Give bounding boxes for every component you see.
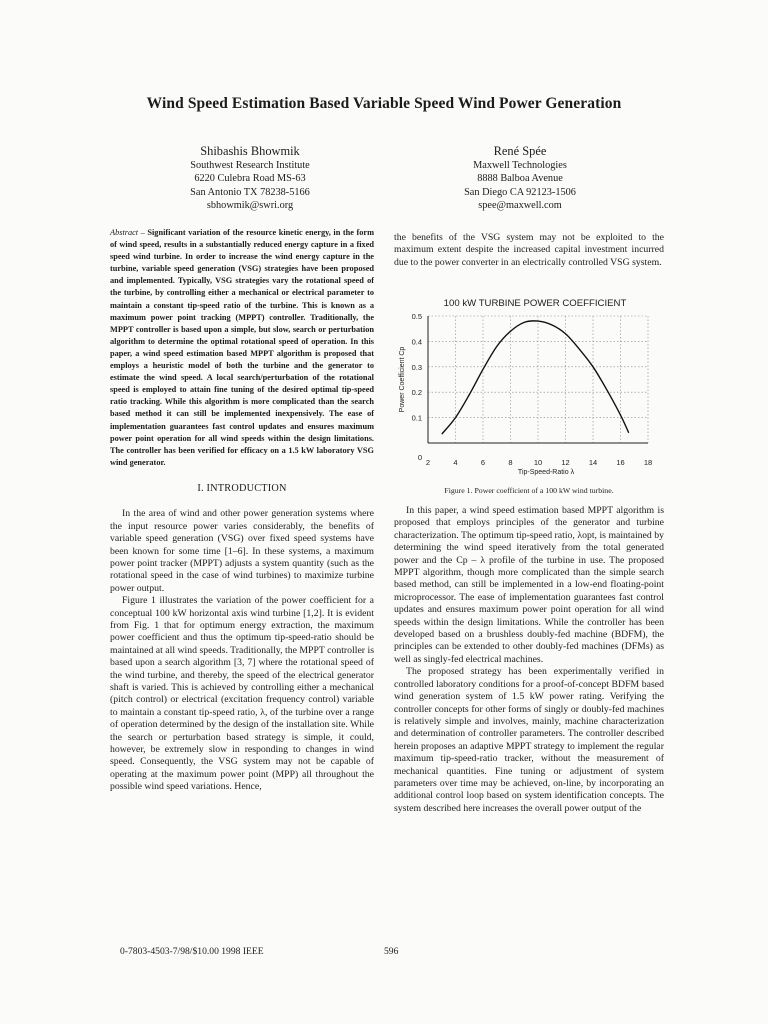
author-address: 6220 Culebra Road MS-63 (194, 173, 306, 185)
x-tick-label: 8 (508, 458, 513, 467)
paper-title: Wind Speed Estimation Based Variable Speed Wind Power Generation (146, 95, 622, 112)
right-column-bottom (394, 505, 664, 815)
chart-title: 100 kW TURBINE POWER COEFFICIENT (443, 298, 627, 309)
power-coefficient-curve (442, 321, 629, 434)
x-tick-label: 18 (643, 458, 653, 467)
x-axis-label: Tip-Speed-Ratio λ (517, 469, 575, 476)
y-tick-label: 0 (417, 453, 422, 462)
right-column-top (394, 232, 664, 269)
author-email: sbhowmik@swri.org (206, 200, 294, 212)
y-axis-label: Power Coefficient Cp (399, 346, 406, 413)
author-address: San Antonio TX 78238-5166 (190, 186, 310, 198)
x-tick-label: 16 (616, 458, 625, 467)
paragraph: the benefits of the VSG system may not be exploited to the maximum extent despite the increased capital investment incurred due to the power converter in an electrically controlled VSG system. (394, 232, 664, 268)
author-affiliation: Maxwell Technologies (473, 160, 567, 171)
x-tick-label: 6 (480, 458, 486, 467)
y-tick-label: 0.1 (411, 413, 422, 423)
author-name: Shibashis Bhowmik (200, 144, 300, 158)
author-block (400, 143, 640, 213)
abstract-text: Significant variation of the resource kinetic energy, in the form of wind speed, results in a substantially reduced energy capture in a fixed speed wind turbine. In order to increase the wind energy capture in the turbine, variable speed generation (VSG) strategies have been proposed and implemented. Typically, VSG strategies vary the rotational speed of the turbine, by controlling either a mechanical or electrical parameter to maintain a constant tip-speed ratio of the turbine. This is known as a maximum power point tracking (MPPT) controller. Traditionally, the MPPT controller is based upon a simple, but slow, search or perturbation algorithm to determine the optimal rotational speed of operation. In this paper, a wind speed estimation based MPPT algorithm is proposed that employs a heuristic model of both the turbine and the generator to estimate the wind speed. A local search/perturbation of the rotational speed is employed to attain fine tuning of the desired optimal tip-speed ratio tracking. While this algorithm is more complicated than the search based method it can still be implemented inexpensively. The ease of implementation guarantees fast control updates and ensures maximum power point operation for all wind speeds within the design limitations. The controller has been verified for efficacy on a 1.5 kW laboratory VSG wind generator. (110, 228, 375, 467)
x-tick-label: 10 (533, 458, 543, 467)
x-tick-label: 2 (425, 458, 431, 467)
y-tick-label: 0.3 (411, 362, 422, 372)
y-tick-label: 0.4 (411, 337, 422, 347)
author-name: René Spée (493, 144, 547, 158)
figure-caption: Figure 1. Power coefficient of a 100 kW wind turbine. (444, 486, 614, 495)
author-block (130, 143, 370, 213)
x-tick-label: 12 (561, 458, 570, 467)
y-tick-label: 0.2 (411, 388, 422, 398)
section-heading: I. INTRODUCTION (197, 482, 287, 494)
x-tick-label: 4 (453, 458, 458, 467)
paragraph: The proposed strategy has been experimentally verified in controlled laboratory conditions for a proof-of-concept BDFM based wind generation system of 1.5 kW power rating. Verifying the controller concepts for other forms of singly or doubly-fed machines is relatively simple and involves, mainly, machine characterization and determination of controller parameters. The controller described herein proposes an adaptive MPPT strategy to implement the regular maximum tip-speed-ratio tracker, without the measurement of mechanical quantities. Fine tuning or adjustment of system parameters over time may be achieved, on-line, by incorporating an additional control loop based on system identification concepts. The system described here increases the overall power output of the (394, 666, 664, 814)
footer-copyright: 0-7803-4503-7/98/$10.00 1998 IEEE (120, 946, 264, 957)
power-coefficient-chart (390, 308, 670, 484)
left-column (110, 227, 374, 794)
paragraph: In the area of wind and other power generation systems where the input resource power varies considerably, the benefits of variable speed generation (VSG) over fixed speed systems have been known for some time [1–6]. In these systems, a maximum power point tracker (MPPT) adjusts a system quantity (such as the rotational speed in the case of wind turbines) to maximize turbine power output. (110, 508, 374, 594)
abstract (110, 227, 374, 469)
author-affiliation: Southwest Research Institute (190, 160, 310, 171)
author-address: San Diego CA 92123-1506 (464, 186, 576, 198)
author-email: spee@maxwell.com (478, 200, 562, 212)
paragraph: Figure 1 illustrates the variation of the power coefficient for a conceptual 100 kW horizontal axis wind turbine [1,2]. It is evident from Fig. 1 that for optimum energy extraction, the maximum power coefficient and thus the optimum tip-speed-ratio should be maintained at all wind speeds. Traditionally, the MPPT controller is based upon a search algorithm [3, 7] where the rotational speed of the wind turbine, and thereby, the speed of the electrical generator shaft is varied. This is achieved by controlling either a mechanical (pitch control) or electrical (excitation frequency control) variable to maintain a constant tip-speed ratio, λ, of the turbine over a range of operation determined by the design of the installation site. While the search or perturbation based strategy is simple, it could, however, be extremely slow in responding to changes in wind speed. Consequently, the VSG system may not be capable of operating at the maximum power point (MPP) all throughout the possible wind speed variations. Hence, (110, 595, 374, 793)
paragraph: In this paper, a wind speed estimation based MPPT algorithm is proposed that employs principles of the generator and turbine characterization. The optimum tip-speed ratio, λopt, is maintained by determining the wind speed iteratively from the total generated power and the Cp – λ profile of the turbine in use. The proposed MPPT algorithm, though more complicated than the simple search based method, can still be implemented in a low-end floating-point microprocessor. The ease of implementation guarantees fast control updates and ensures maximum power point operation for all wind speeds within the design limitations. While the controller has been developed based on a brushless doubly-fed machine (BDFM), the principles can be extended to other doubly-fed machines (DFMs) as well as singly-fed electrical machines. (394, 505, 664, 665)
page-number: 596 (384, 946, 399, 957)
abstract-lead: Abstract – (110, 228, 145, 237)
author-address: 8888 Balboa Avenue (477, 173, 563, 185)
x-tick-label: 14 (588, 458, 598, 467)
y-tick-label: 0.5 (411, 312, 422, 321)
